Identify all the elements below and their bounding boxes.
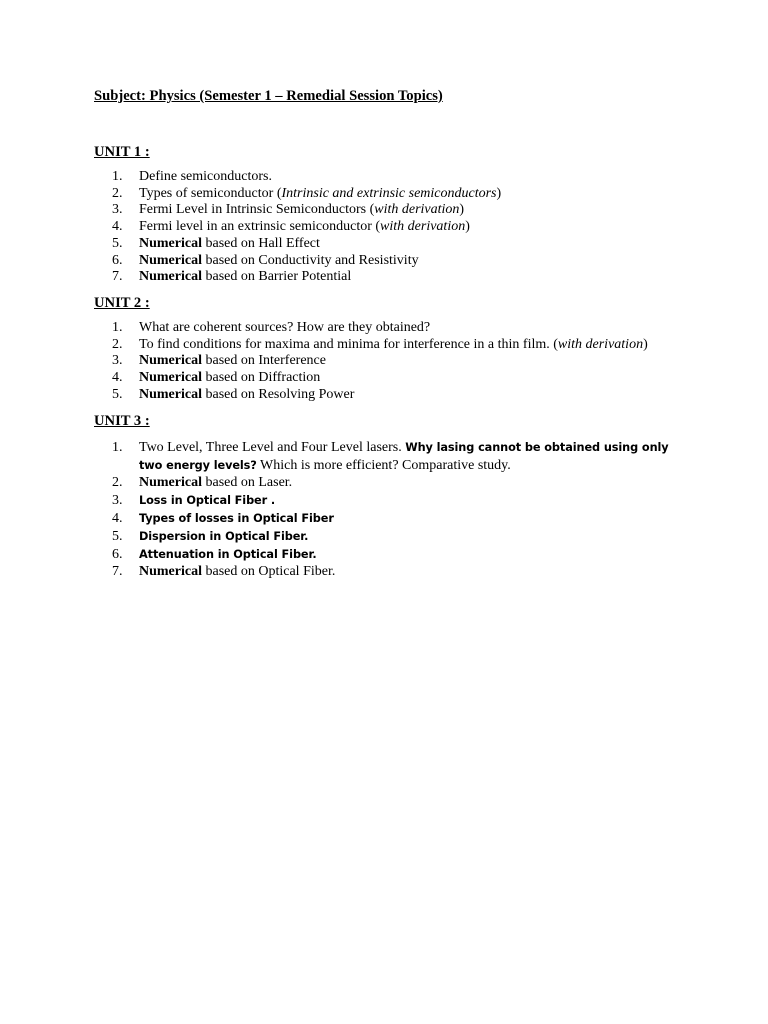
- list-item-continuation: [0, 457, 669, 475]
- item-bold-text: Numerical: [139, 370, 202, 386]
- item-number: 2.: [112, 185, 123, 201]
- item-text: based on Conductivity and Resistivity: [201, 252, 419, 268]
- item-text: based on Interference: [201, 353, 326, 369]
- item-text: based on Resolving Power: [201, 386, 355, 402]
- list-item: [0, 236, 501, 253]
- item-bold-text: Numerical: [139, 269, 202, 285]
- item-text: Types of semiconductor (: [139, 185, 282, 201]
- item-text: ): [459, 202, 465, 218]
- item-sans-text: Why lasing cannot be obtained using only: [405, 441, 669, 454]
- list-item: [0, 475, 669, 492]
- unit-heading-3: UNIT 3 :: [94, 413, 150, 429]
- item-number: 7.: [112, 563, 123, 579]
- unit-heading-1: UNIT 1 :: [94, 144, 150, 160]
- item-bold-text: Numerical: [139, 235, 202, 251]
- item-text: Which is more efficient? Comparative study.: [256, 458, 511, 473]
- item-text: ): [496, 185, 502, 201]
- item-text: ): [643, 336, 648, 352]
- item-italic-text: with derivation: [374, 202, 460, 218]
- item-number: 1.: [112, 320, 123, 335]
- list-item: [0, 528, 669, 546]
- item-text: based on Laser.: [201, 475, 293, 490]
- list-item: [0, 269, 501, 286]
- item-text: based on Barrier Potential: [201, 269, 352, 285]
- item-italic-text: with derivation: [380, 219, 466, 235]
- list-item: [0, 320, 648, 337]
- item-number: 6.: [112, 252, 123, 268]
- item-sans-text: two energy levels?: [139, 459, 257, 472]
- unit-3-list: [0, 439, 669, 580]
- list-item: [0, 387, 648, 404]
- item-number: 5.: [112, 528, 123, 544]
- item-number: 2.: [112, 475, 123, 490]
- item-text: Define semiconductors.: [139, 169, 272, 184]
- item-text: What are coherent sources? How are they obtained?: [139, 320, 431, 335]
- item-sans-text: Loss in Optical Fiber .: [139, 493, 276, 507]
- list-item: [0, 202, 501, 219]
- item-number: 5.: [112, 235, 123, 251]
- item-text: based on Hall Effect: [201, 235, 320, 251]
- list-item: [0, 353, 648, 370]
- item-bold-text: Numerical: [139, 475, 202, 490]
- list-item: [0, 186, 501, 203]
- list-item: [0, 169, 501, 186]
- item-number: 6.: [112, 546, 123, 562]
- list-item: [0, 370, 648, 387]
- unit-heading-2: UNIT 2 :: [94, 295, 150, 311]
- item-number: 3.: [112, 353, 123, 369]
- item-sans-text: Types of losses in Optical Fiber: [139, 511, 334, 525]
- list-item: [0, 253, 501, 270]
- item-number: 1.: [112, 169, 123, 184]
- list-item: [0, 439, 669, 457]
- item-number: 5.: [112, 386, 123, 402]
- item-text: Fermi level in an extrinsic semiconductor (: [139, 219, 381, 235]
- item-number: 1.: [112, 440, 123, 455]
- item-italic-text: with derivation: [557, 336, 644, 352]
- item-sans-text: Attenuation in Optical Fiber.: [139, 547, 317, 561]
- item-number: 4.: [112, 510, 123, 526]
- item-bold-text: Numerical: [139, 563, 202, 579]
- item-text: To find conditions for maxima and minima for interference in a thin film. (: [139, 336, 558, 352]
- item-number: 4.: [112, 370, 123, 386]
- list-item: [0, 337, 648, 354]
- item-bold-text: Numerical: [139, 353, 202, 369]
- unit-1-list: [0, 169, 501, 286]
- item-bold-text: Numerical: [139, 252, 202, 268]
- list-item: [0, 564, 669, 581]
- item-bold-text: Numerical: [139, 386, 202, 402]
- item-italic-text: Intrinsic and extrinsic semiconductors: [281, 185, 497, 201]
- unit-2-list: [0, 320, 648, 404]
- item-number: 7.: [112, 269, 123, 285]
- list-item: [0, 546, 669, 564]
- list-item: [0, 219, 501, 236]
- item-sans-text: Dispersion in Optical Fiber.: [139, 529, 309, 543]
- item-text: Fermi Level in Intrinsic Semiconductors (: [139, 202, 375, 218]
- item-text: Two Level, Three Level and Four Level lasers.: [139, 440, 406, 455]
- item-text: ): [465, 219, 470, 235]
- item-number: 4.: [112, 219, 123, 235]
- item-number: 3.: [112, 492, 123, 508]
- list-item: [0, 510, 669, 528]
- item-text: based on Optical Fiber.: [201, 563, 336, 579]
- list-item: [0, 492, 669, 510]
- item-text: based on Diffraction: [201, 370, 321, 386]
- item-number: 3.: [112, 202, 123, 218]
- page-title: Subject: Physics (Semester 1 – Remedial Session Topics): [94, 88, 443, 104]
- item-number: 2.: [112, 336, 123, 352]
